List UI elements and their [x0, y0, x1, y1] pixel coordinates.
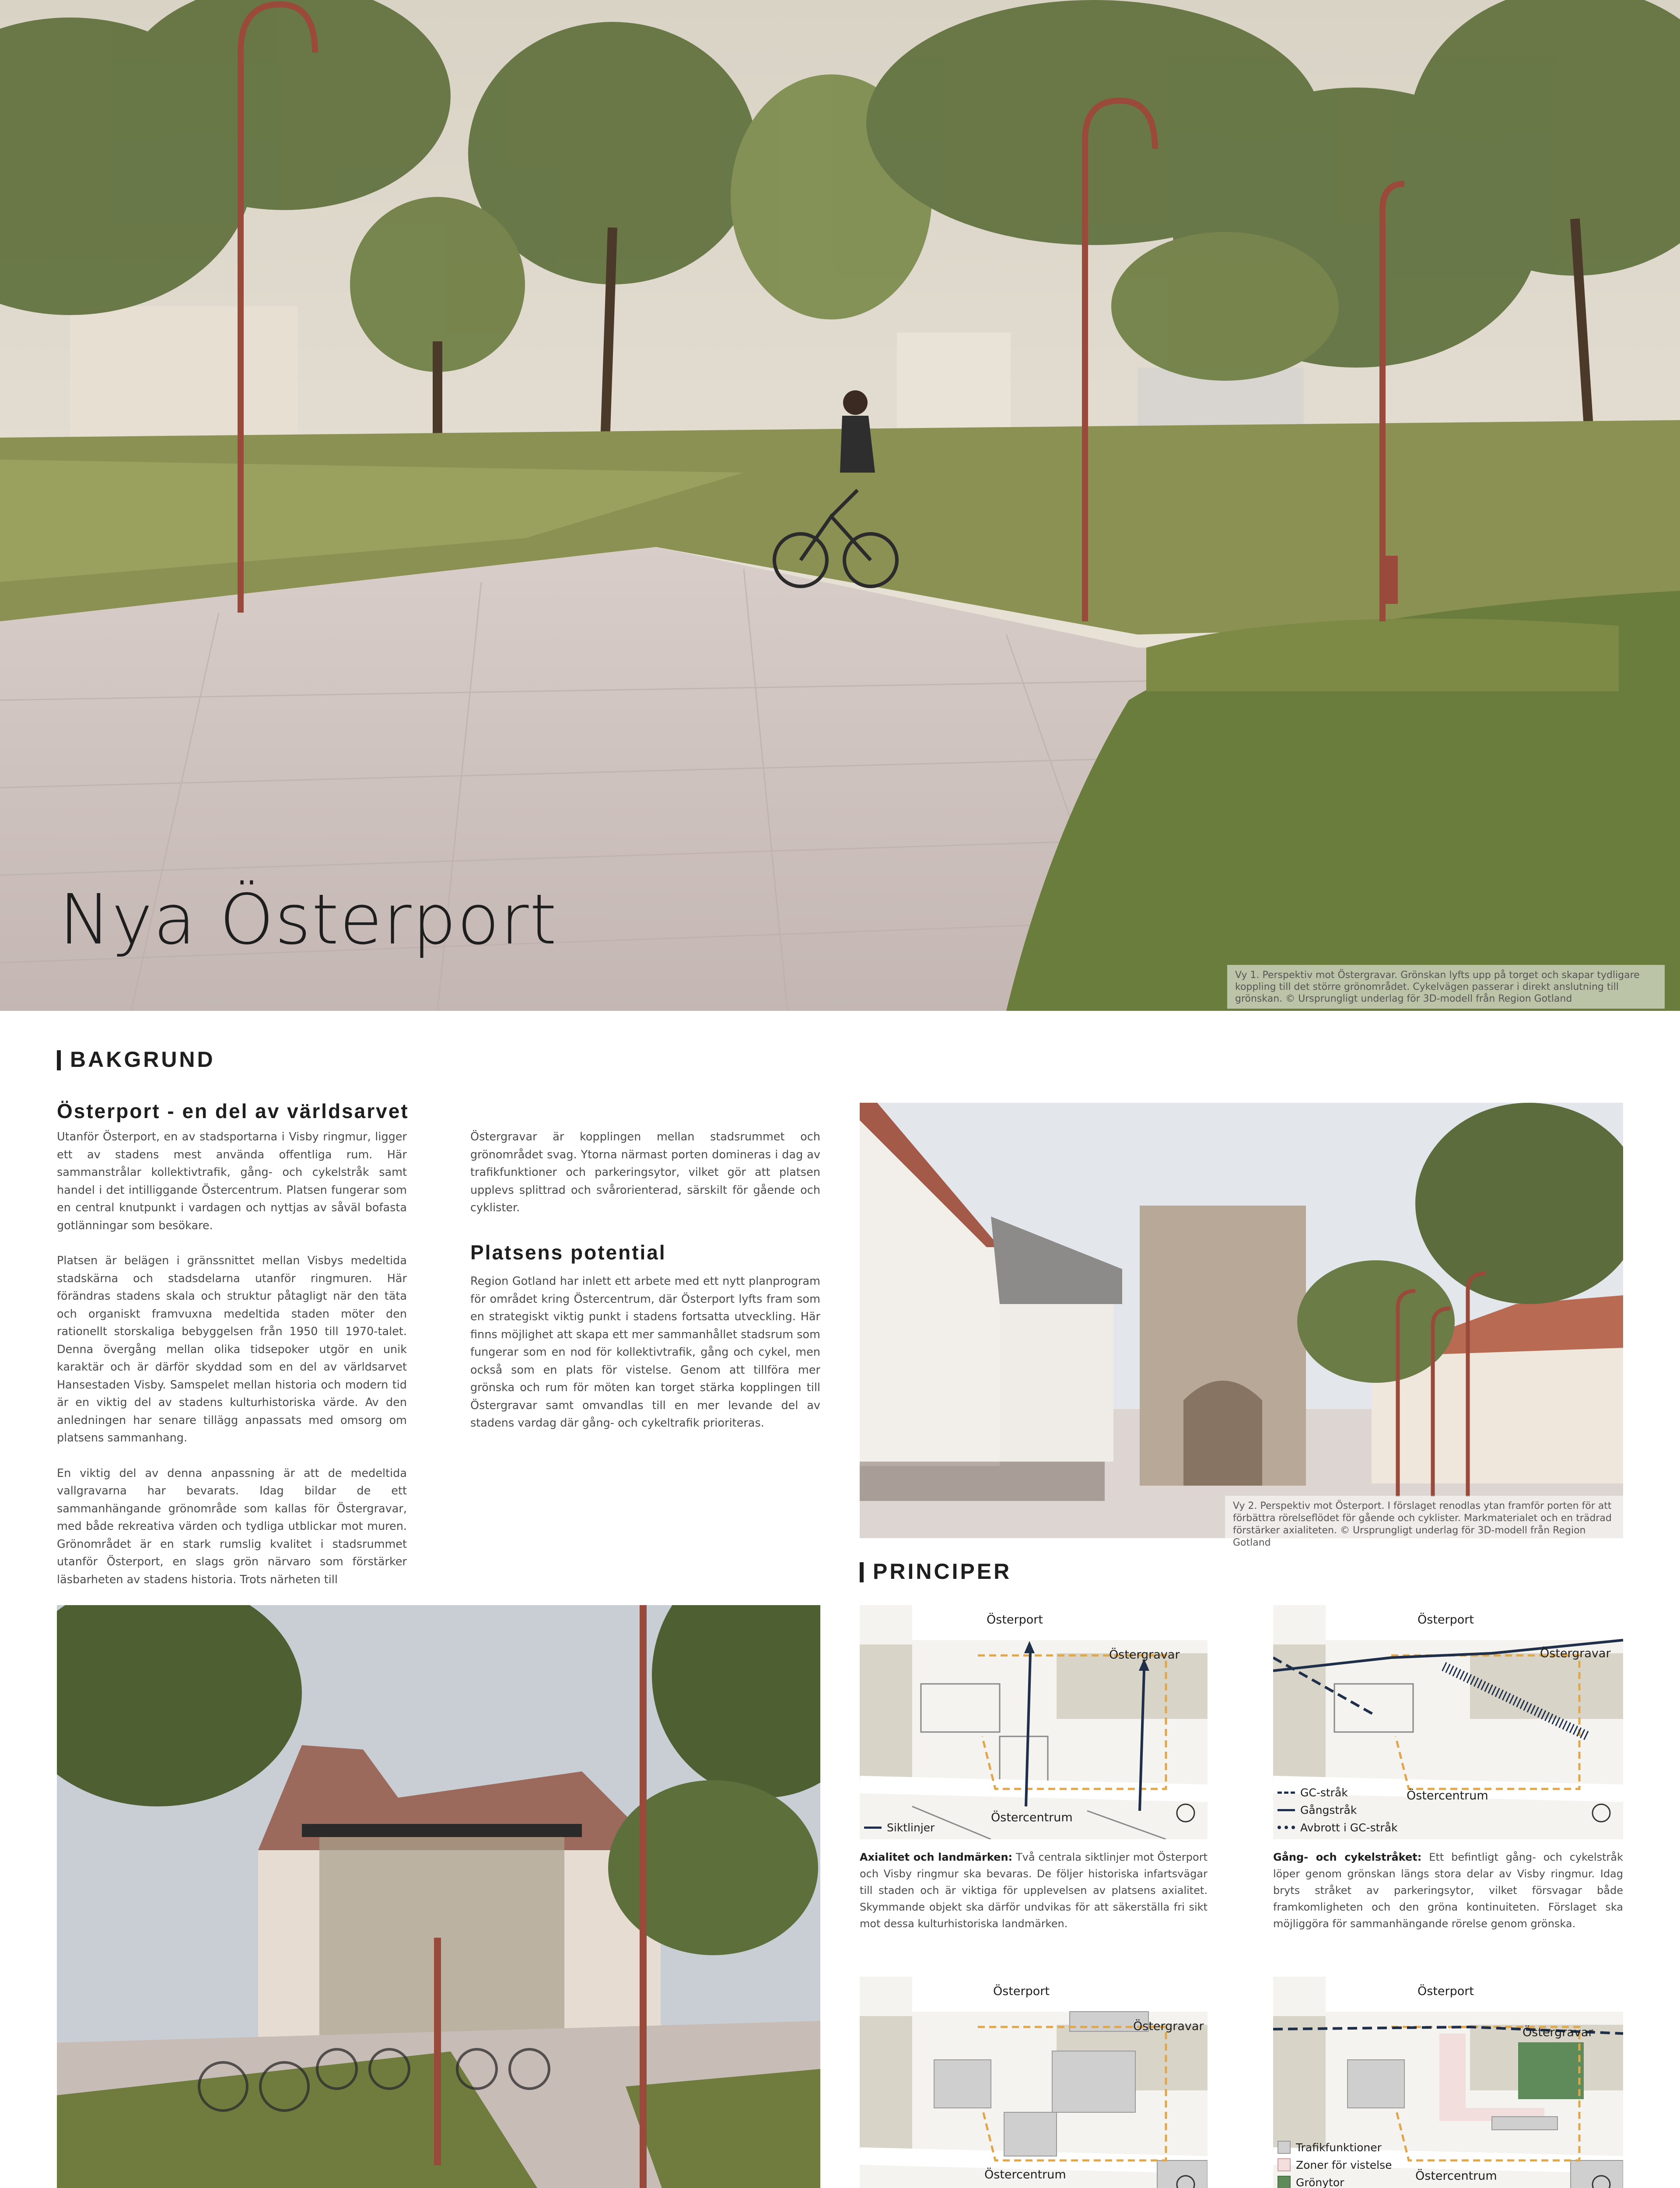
- view2-caption: Vy 2. Perspektiv mot Österport. I förslaget renodlas ytan framför porten för att förbättra rörelseflödet för gående och cyklister. Markmaterialet och en trädrad förstärker axialiteten. © Ursprungligt underlag för 3D-modell från Region Gotland: [1225, 1496, 1623, 1538]
- map-dagens-illustration: [860, 1977, 1208, 2188]
- view2-render: [860, 1103, 1623, 1538]
- legend-siktlinje-swatch: [864, 1827, 882, 1829]
- bakgrund-text-col1: [57, 1128, 407, 1606]
- legend-gron-swatch: [1278, 2176, 1291, 2188]
- caption-text: Ett befintligt gång- och cykelstråk löper genom grönskan längs stora delar av Visby ringmur. Idag bryts stråket av parkeringsytor, vilket försvagar både framkomligheten och den gröna kontinuiteten. Förslaget ska möjliggöra för sammanhängande rörelse genom grönska.: [1273, 1851, 1623, 1930]
- bakgrund-paragraph-1: Utanför Österport, en av stadsportarna i Visby ringmur, ligger ett av stadens mest använda offentliga rum. Här sammanstrålar kollektivtrafik, gång- och cykelstråk samt handel i det intilliggande Östercentrum. Platsen fungerar som en central knutpunkt i vardagen och nyttjas av såväl bofasta gotlänningar som besökare.: [57, 1130, 407, 1232]
- legend-item: [1278, 1784, 1398, 1801]
- legend: [1278, 1784, 1398, 1836]
- bakgrund-paragraph-2: Platsen är belägen i gränssnittet mellan Visbys medeltida stadskärna och stadsdelarna utanför ringmuren. Här förändras stadens skala och struktur påtagligt när den täta och organiskt framvuxna medeltida staden möter den rationellt storskaliga bebyggelsen från 1950 till 1970-talet. Denna övergång mellan olika tidsepoker utgör en unik karaktär och är därför skyddad som en del av världsarvet Hansestaden Visby. Samspelet mellan historia och modern tid är en viktig del av stadens kulturhistoriska värde. Av den anledningen har senare tillägg anpassats med omsorg om platsens sammanhang.: [57, 1254, 407, 1445]
- view3-illustration: [57, 1605, 820, 2188]
- hero-illustration: [0, 0, 1680, 1011]
- subheading-varldsarvet: Österport - en del av världsarvet: [57, 1100, 409, 1122]
- legend-label: Trafikfunktioner: [1296, 2141, 1382, 2154]
- map-label-osterport: Österport: [1418, 1613, 1474, 1627]
- legend-item: [864, 1819, 934, 1836]
- map-gc-strak: [1273, 1605, 1623, 1839]
- map-label-ostergravar: Östergravar: [1133, 2020, 1204, 2033]
- legend-gc-swatch: [1278, 1792, 1295, 1794]
- map-label-osterport: Österport: [987, 1613, 1043, 1627]
- view2-illustration: [860, 1103, 1623, 1538]
- legend-avbrott-swatch: [1278, 1826, 1295, 1829]
- legend: [1278, 2139, 1455, 2188]
- hero-caption: Vy 1. Perspektiv mot Östergravar. Grönskan lyfts upp på torget och skapar tydligare koppling till det större grönområdet. Cykelvägen passerar i direkt anslutning till grönskan. © Ursprungligt underlag för 3D-modell från Region Gotland: [1227, 965, 1665, 1009]
- legend-item: [1278, 2139, 1455, 2156]
- caption-text: Två centrala siktlinjer mot Österport och Visby ringmur ska bevaras. De följer historiska infartsvägar till staden och är viktiga för upplevelsen av platsens axialitet. Skymmande objekt ska därför undvikas för att säkerställa fri sikt mot dessa kulturhistoriska landmärken.: [860, 1851, 1208, 1930]
- caption-title: Axialitet och landmärken:: [860, 1851, 1013, 1863]
- map-label-ostergravar: Östergravar: [1522, 2026, 1593, 2039]
- legend-gang-swatch: [1278, 1809, 1295, 1811]
- legend-label: Avbrott i GC-stråk: [1300, 1821, 1398, 1834]
- legend-label: Zoner för vistelse: [1296, 2158, 1392, 2171]
- map-label-ostergravar: Östergravar: [1540, 1647, 1611, 1660]
- legend-label: Grönytor: [1296, 2176, 1344, 2188]
- legend-item: [1278, 2174, 1455, 2188]
- map-axialitet-caption: [860, 1849, 1208, 1932]
- page-title: Nya Österport: [59, 880, 558, 960]
- legend-trafik-swatch: [1278, 2141, 1291, 2154]
- legend-label: GC-stråk: [1300, 1786, 1348, 1799]
- section-heading-bakgrund: BAKGRUND: [57, 1047, 215, 1072]
- map-label-ostercentrum: Östercentrum: [1407, 1789, 1488, 1802]
- legend-vistelse-swatch: [1278, 2158, 1291, 2171]
- map-label-ostercentrum: Östercentrum: [1415, 2169, 1497, 2183]
- bakgrund-text-col2: [470, 1128, 820, 1234]
- legend-item: [1278, 1819, 1398, 1836]
- map-dagens: [860, 1977, 1208, 2188]
- legend-item: [1278, 2156, 1455, 2174]
- bakgrund-paragraph-3: En viktig del av denna anpassning är att de medeltida vallgravarna har bevarats. Idag bildar de ett sammanhängande grönområde som kallas för Östergravar, med både rekreativa värden och tydliga utblickar mot muren. Grönområdet är en stark rumslig kvalitet i stadsrummet utanför Österport, en slags grön närvaro som förstärker läsbarheten av stadens historia. Trots närheten till: [57, 1466, 407, 1586]
- map-label-osterport: Österport: [993, 1985, 1050, 1998]
- section-heading-principer: PRINCIPER: [860, 1559, 1012, 1584]
- legend-item: [1278, 1801, 1398, 1819]
- map-label-ostergravar: Östergravar: [1109, 1648, 1180, 1662]
- map-gc-strak-caption: [1273, 1849, 1623, 1932]
- bakgrund-paragraph-cont: Östergravar är kopplingen mellan stadsrummet och grönområdet svag. Ytorna närmast porten domineras i dag av trafikfunktioner och parkeringsytor, vilket gör att platsen upplevs splittrad och svårorienterad, särskilt för gående och cyklister.: [470, 1130, 820, 1214]
- caption-title: Gång- och cykelstråket:: [1273, 1851, 1422, 1863]
- legend-label: Siktlinjer: [887, 1821, 935, 1834]
- map-framtidens: [1273, 1977, 1623, 2188]
- potential-text: [470, 1273, 820, 1450]
- legend-label: Gångstråk: [1300, 1803, 1357, 1816]
- map-label-ostercentrum: Östercentrum: [984, 2168, 1066, 2181]
- map-label-osterport: Österport: [1418, 1985, 1474, 1998]
- potential-paragraph: Region Gotland har inlett ett arbete med ett nytt planprogram för området kring Östercentrum, där Österport lyfts fram som en strategiskt viktig punkt i stadens fortsatta utveckling. Här finns möjlighet att skapa ett mer sammanhållet stadsrum som fungerar som en nod för kollektivtrafik, gång och cykel, men också som en plats för vistelse. Genom att tillföra mer grönska och rum för möten kan torget stärka kopplingen till Östergravar samt omvandlas till en mer levande del av stadens vardag där gång- och cykeltrafik prioriteras.: [470, 1275, 820, 1430]
- map-label-ostercentrum: Östercentrum: [991, 1811, 1073, 1824]
- map-axialitet-illustration: [860, 1605, 1208, 1839]
- map-axialitet: [860, 1605, 1208, 1839]
- hero-render: [0, 0, 1680, 1011]
- view3-render: [57, 1605, 820, 2188]
- subheading-potential: Platsens potential: [470, 1241, 666, 1264]
